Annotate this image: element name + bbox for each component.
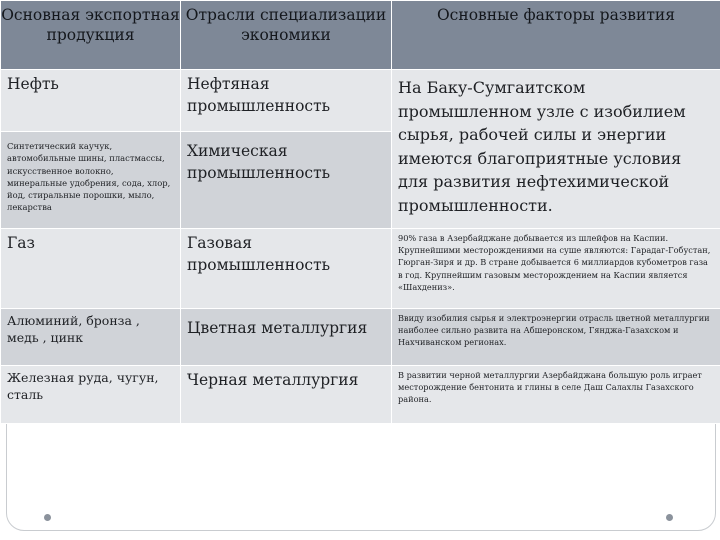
cell-industry: Черная металлургия <box>181 366 392 424</box>
cell-factors: На Баку-Сумгаитском промышленном узле с изобилием сырья, рабочей силы и энергии имеются благоприятные условия для развития нефтехимической промышленности. <box>392 70 720 229</box>
cell-product: Газ <box>1 229 181 309</box>
cell-factors: В развитии черной металлургии Азербайджана большую роль играет месторождение бентонита и глины в селе Даш Салахлы Газахского района. <box>392 366 720 424</box>
table-row <box>1 229 720 309</box>
cell-factors: 90% газа в Азербайджане добывается из шлейфов на Каспии. Крупнейшими месторождениями на суше являются: Гарадаг-Гобустан, Гюрган-Зиря и др. В стране добывается 6 миллиардов кубометров газа в год. Крупнейшим газовым месторождением на Каспии является «Шахдениз». <box>392 229 720 309</box>
cell-industry: Цветная металлургия <box>181 309 392 366</box>
cell-product: Железная руда, чугун, сталь <box>1 366 181 424</box>
cell-industry: Химическая промышленность <box>181 132 392 229</box>
cell-industry: Газовая промышленность <box>181 229 392 309</box>
header-export-products: Основная экспортная продукция <box>1 1 181 70</box>
cell-product: Алюминий, бронза , медь , цинк <box>1 309 181 366</box>
table-row <box>1 309 720 366</box>
cell-product: Синтетический каучук, автомобильные шины, пластмассы, искусственное волокно, минеральные удобрения, сода, хлор, йод, стиральные порошки, мыло, лекарства <box>1 132 181 229</box>
header-industries: Отрасли специализации экономики <box>181 1 392 70</box>
cell-product: Нефть <box>1 70 181 132</box>
corner-dot-right <box>666 514 673 521</box>
cell-factors: Ввиду изобилия сырья и электроэнергии отрасль цветной металлургии наиболее сильно развита на Абшеронском, Гянджа-Газахском и Нахчиванском регионах. <box>392 309 720 366</box>
cell-industry: Нефтяная промышленность <box>181 70 392 132</box>
table-row <box>1 70 720 132</box>
table-row <box>1 366 720 424</box>
corner-dot-left <box>44 514 51 521</box>
table-header-row <box>1 1 720 70</box>
header-factors: Основные факторы развития <box>392 1 720 70</box>
